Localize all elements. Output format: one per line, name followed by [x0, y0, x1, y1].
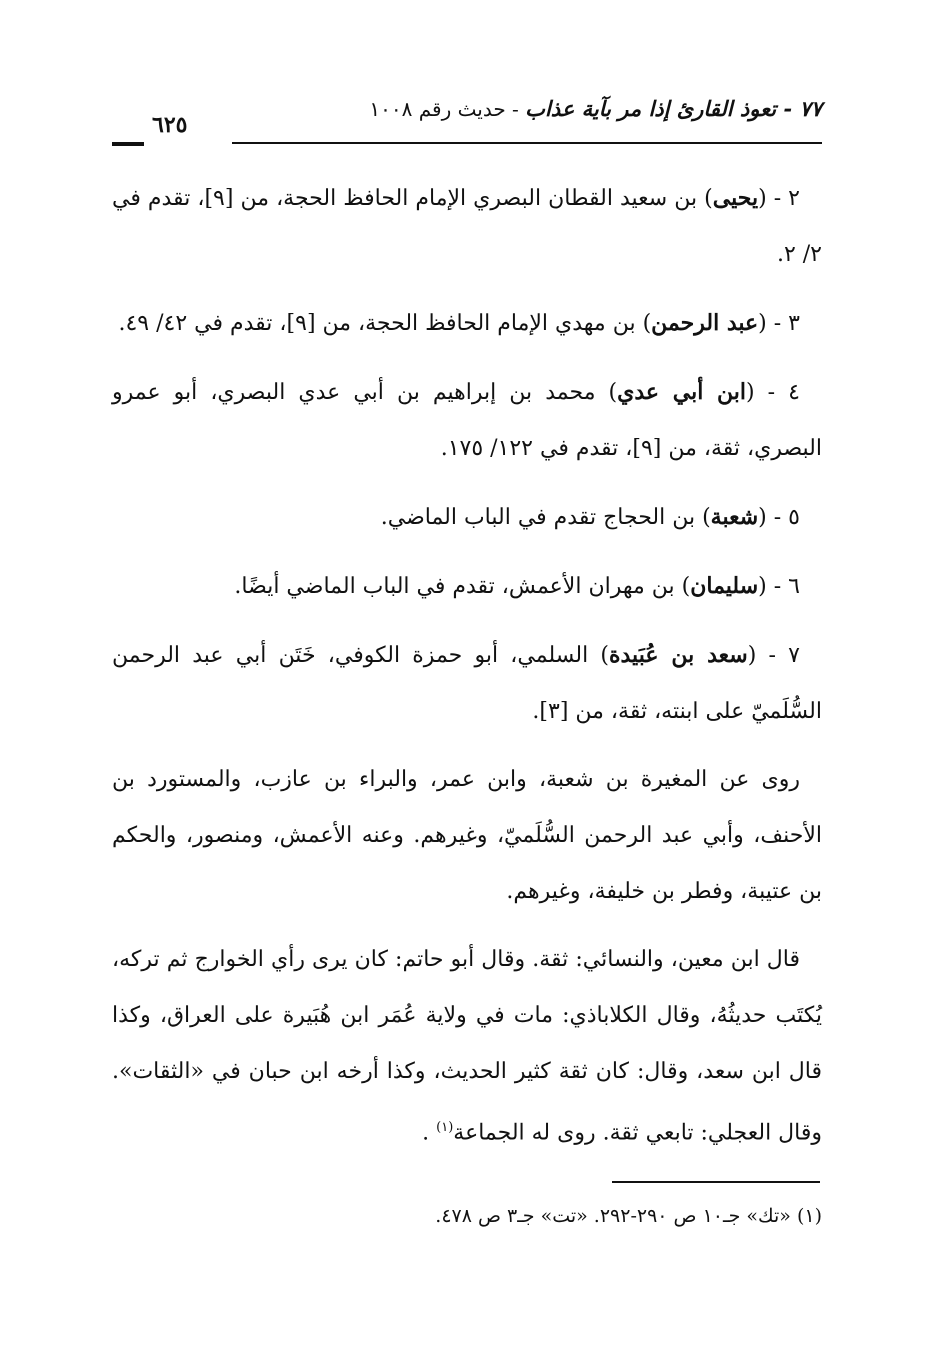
page-number: ٦٢٥	[152, 112, 188, 138]
narrator-name: عبد الرحمن	[651, 310, 759, 336]
header-rule	[232, 142, 822, 144]
narrator-entry: ٤ - (ابن أبي عدي) محمد بن إبراهيم بن أبي عدي البصري، أبو عمرو البصري، ثقة، من [٩]، تقدم في ١٢٢/ ١٧٥.	[112, 379, 822, 461]
narrator-name: شعبة	[710, 504, 759, 530]
running-header	[112, 96, 822, 146]
narrator-entry: ٢ - (يحيى) بن سعيد القطان البصري الإمام الحافظ الحجة، من [٩]، تقدم في ٢/ ٢.	[112, 185, 822, 267]
narrator-entry: ٥ - (شعبة) بن الحجاج تقدم في الباب الماضي.	[380, 504, 800, 530]
narrator-entry: ٦ - (سليمان) بن مهران الأعمش، تقدم في الباب الماضي أيضًا.	[234, 573, 800, 599]
narrator-entry: ٣ - (عبد الرحمن) بن مهدي الإمام الحافظ الحجة، من [٩]، تقدم في ٤٢/ ٤٩.	[118, 310, 800, 336]
narrator-name: سليمان	[690, 573, 759, 599]
chapter-title: ٧٧ - تعوذ القارئ إذا مر بآية عذاب - حديث رقم ١٠٠٨	[369, 96, 822, 121]
footnote: (١) «تك» جـ١٠ ص ٢٩٠-٢٩٢. «تت» جـ٣ ص ٤٧٨.	[435, 1205, 822, 1227]
hadith-number: - حديث رقم ١٠٠٨	[369, 97, 526, 121]
narrator-name: سعد بن عُبَيدة	[608, 642, 748, 668]
body-paragraph: قال ابن معين، والنسائي: ثقة. وقال أبو حاتم: كان يرى رأي الخوارج ثم تركه، يُكتَب حديثُهُ، وقال الكلاباذي: مات في ولاية عُمَر ابن هُبَيرة على العراق، وكذا قال ابن سعد، وقال: كان ثقة كثير الحديث، وكذا أرخه ابن حبان في «الثقات». وقال العجلي: تابعي ثقة. روى له الجماعة$^{(١)}$ .	[112, 947, 822, 1146]
footnote-marker: (١)	[436, 1120, 454, 1135]
body-paragraph: روى عن المغيرة بن شعبة، وابن عمر، والبراء بن عازب، والمستورد بن الأحنف، وأبي عبد الرحمن السُّلَميّ، وغيرهم. وعنه الأعمش، ومنصور، والحكم بن عتيبة، وفطر بن خليفة، وغيرهم.	[112, 767, 822, 904]
footnote-separator	[612, 1181, 820, 1183]
narrator-name: ابن أبي عدي	[617, 379, 747, 405]
main-text	[112, 170, 822, 1173]
header-rule-short	[112, 142, 144, 146]
narrator-entry: ٧ - (سعد بن عُبَيدة) السلمي، أبو حمزة الكوفي، خَتَن أبي عبد الرحمن السُّلَميّ على ابنته، ثقة، من [٣].	[112, 642, 822, 724]
narrator-name: يحيى	[712, 185, 759, 211]
